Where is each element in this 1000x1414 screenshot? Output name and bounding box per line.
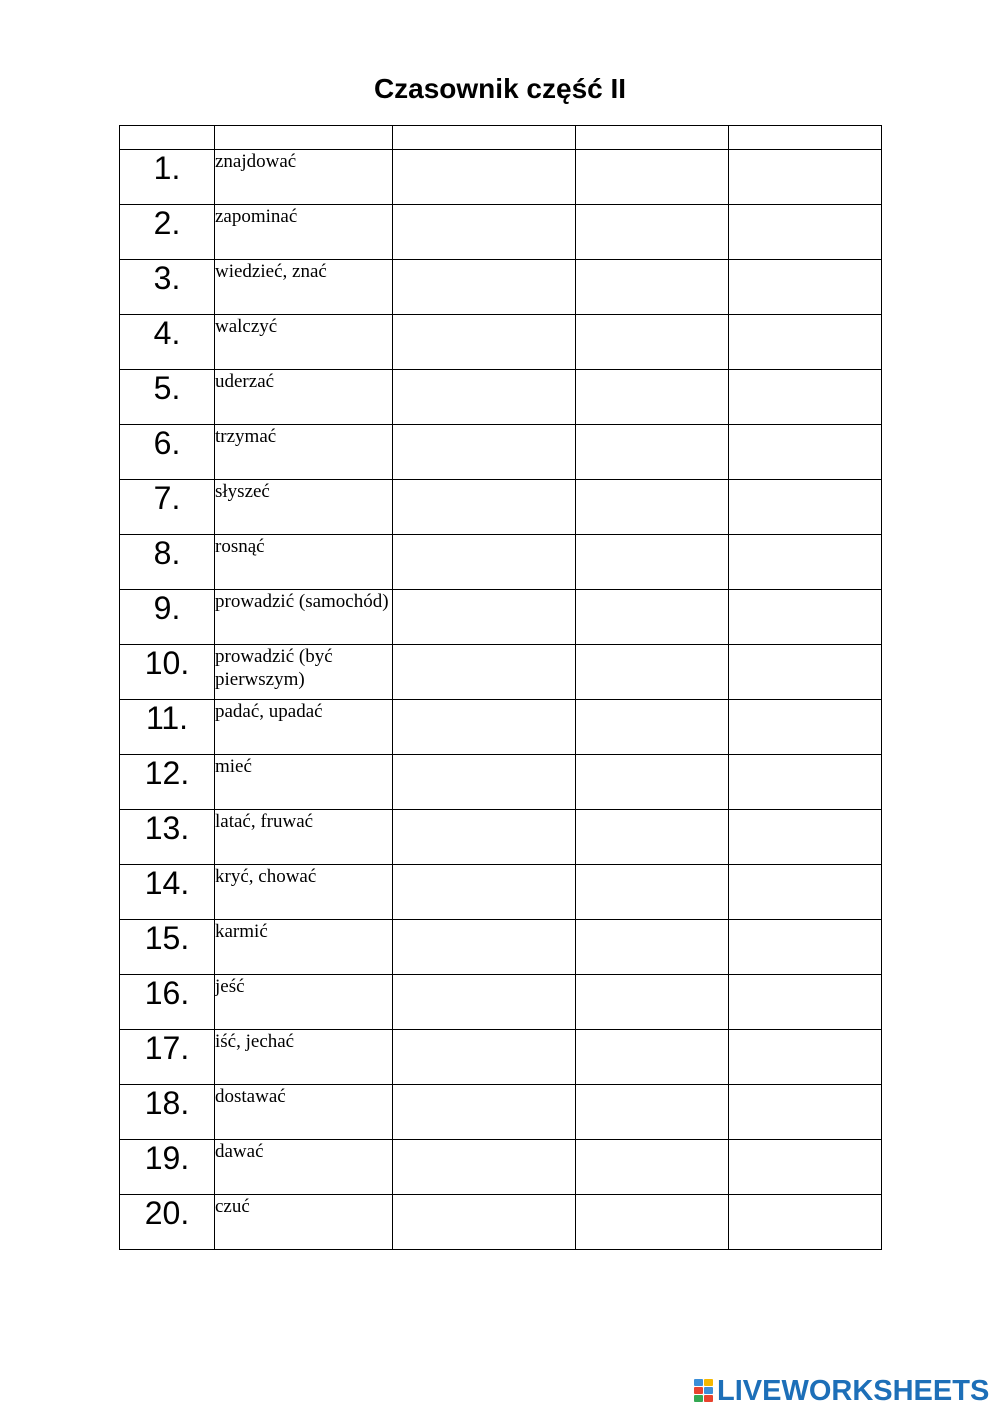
row-number: 12. (120, 755, 215, 810)
row-number: 6. (120, 425, 215, 480)
verb-table (119, 125, 882, 1250)
table-row (120, 1195, 882, 1250)
header-cell (120, 126, 215, 150)
answer-cell[interactable] (393, 755, 576, 810)
row-number: 19. (120, 1140, 215, 1195)
answer-cell[interactable] (393, 645, 576, 700)
page-title: Czasownik część II (373, 73, 627, 104)
table-row (120, 1030, 882, 1085)
answer-cell[interactable] (729, 480, 882, 535)
header-cell (393, 126, 576, 150)
verb-cell: znajdować (215, 150, 393, 205)
answer-cell[interactable] (393, 975, 576, 1030)
row-number: 3. (120, 260, 215, 315)
answer-cell[interactable] (576, 865, 729, 920)
table-header-row (120, 126, 882, 150)
verb-cell: mieć (215, 755, 393, 810)
answer-cell[interactable] (576, 425, 729, 480)
header-cell (729, 126, 882, 150)
row-number: 16. (120, 975, 215, 1030)
table-row (120, 205, 882, 260)
table-row (120, 535, 882, 590)
table-row (120, 810, 882, 865)
answer-cell[interactable] (393, 370, 576, 425)
answer-cell[interactable] (576, 1085, 729, 1140)
table-row (120, 975, 882, 1030)
verb-cell: latać, fruwać (215, 810, 393, 865)
row-number: 20. (120, 1195, 215, 1250)
answer-cell[interactable] (393, 480, 576, 535)
table-row (120, 150, 882, 205)
answer-cell[interactable] (729, 1085, 882, 1140)
answer-cell[interactable] (576, 755, 729, 810)
answer-cell[interactable] (729, 865, 882, 920)
row-number: 15. (120, 920, 215, 975)
answer-cell[interactable] (576, 645, 729, 700)
answer-cell[interactable] (576, 535, 729, 590)
answer-cell[interactable] (393, 865, 576, 920)
table-row (120, 425, 882, 480)
table-row (120, 700, 882, 755)
verb-cell: słyszeć (215, 480, 393, 535)
answer-cell[interactable] (393, 1195, 576, 1250)
answer-cell[interactable] (393, 590, 576, 645)
answer-cell[interactable] (393, 535, 576, 590)
table-row (120, 755, 882, 810)
answer-cell[interactable] (729, 920, 882, 975)
verb-cell: dawać (215, 1140, 393, 1195)
answer-cell[interactable] (576, 975, 729, 1030)
table-row (120, 590, 882, 645)
answer-cell[interactable] (393, 810, 576, 865)
answer-cell[interactable] (729, 590, 882, 645)
verb-cell: zapominać (215, 205, 393, 260)
answer-cell[interactable] (393, 205, 576, 260)
verb-cell: trzymać (215, 425, 393, 480)
row-number: 7. (120, 480, 215, 535)
answer-cell[interactable] (729, 205, 882, 260)
row-number: 5. (120, 370, 215, 425)
verb-cell: uderzać (215, 370, 393, 425)
answer-cell[interactable] (393, 1030, 576, 1085)
table-row (120, 645, 882, 700)
table-row (120, 260, 882, 315)
answer-cell[interactable] (393, 920, 576, 975)
table-row (120, 1140, 882, 1195)
verb-cell: prowadzić (być pierwszym) (215, 645, 393, 700)
row-number: 11. (120, 700, 215, 755)
row-number: 14. (120, 865, 215, 920)
answer-cell[interactable] (729, 260, 882, 315)
answer-cell[interactable] (576, 1140, 729, 1195)
answer-cell[interactable] (576, 370, 729, 425)
answer-cell[interactable] (729, 535, 882, 590)
table-row (120, 370, 882, 425)
row-number: 4. (120, 315, 215, 370)
answer-cell[interactable] (729, 645, 882, 700)
row-number: 1. (120, 150, 215, 205)
answer-cell[interactable] (729, 1195, 882, 1250)
verb-cell: padać, upadać (215, 700, 393, 755)
row-number: 9. (120, 590, 215, 645)
table-row (120, 865, 882, 920)
answer-cell[interactable] (393, 1085, 576, 1140)
row-number: 17. (120, 1030, 215, 1085)
verb-cell: dostawać (215, 1085, 393, 1140)
answer-cell[interactable] (729, 700, 882, 755)
table-row (120, 480, 882, 535)
answer-cell[interactable] (393, 425, 576, 480)
answer-cell[interactable] (576, 590, 729, 645)
header-cell (215, 126, 393, 150)
answer-cell[interactable] (729, 425, 882, 480)
answer-cell[interactable] (393, 315, 576, 370)
answer-cell[interactable] (729, 755, 882, 810)
answer-cell[interactable] (576, 205, 729, 260)
row-number: 13. (120, 810, 215, 865)
answer-cell[interactable] (576, 700, 729, 755)
answer-cell[interactable] (729, 150, 882, 205)
row-number: 8. (120, 535, 215, 590)
answer-cell[interactable] (729, 315, 882, 370)
row-number: 18. (120, 1085, 215, 1140)
answer-cell[interactable] (576, 150, 729, 205)
verb-cell: iść, jechać (215, 1030, 393, 1085)
answer-cell[interactable] (729, 1030, 882, 1085)
answer-cell[interactable] (576, 315, 729, 370)
row-number: 10. (120, 645, 215, 700)
liveworksheets-logo-icon (694, 1379, 714, 1403)
answer-cell[interactable] (393, 700, 576, 755)
row-number: 2. (120, 205, 215, 260)
answer-cell[interactable] (576, 920, 729, 975)
answer-cell[interactable] (393, 150, 576, 205)
answer-cell[interactable] (393, 1140, 576, 1195)
answer-cell[interactable] (729, 1140, 882, 1195)
verb-cell: walczyć (215, 315, 393, 370)
answer-cell[interactable] (729, 810, 882, 865)
answer-cell[interactable] (576, 480, 729, 535)
verb-cell: karmić (215, 920, 393, 975)
table-row (120, 315, 882, 370)
answer-cell[interactable] (576, 260, 729, 315)
header-cell (576, 126, 729, 150)
answer-cell[interactable] (729, 370, 882, 425)
verb-cell: jeść (215, 975, 393, 1030)
verb-cell: wiedzieć, znać (215, 260, 393, 315)
liveworksheets-logo[interactable] (694, 1374, 989, 1408)
verb-cell: czuć (215, 1195, 393, 1250)
verb-cell: prowadzić (samochód) (215, 590, 393, 645)
verb-cell: rosnąć (215, 535, 393, 590)
table-row (120, 1085, 882, 1140)
answer-cell[interactable] (576, 810, 729, 865)
logo-text: LIVEWORKSHEETS (717, 1374, 990, 1407)
answer-cell[interactable] (729, 975, 882, 1030)
table-row (120, 920, 882, 975)
answer-cell[interactable] (576, 1030, 729, 1085)
verb-cell: kryć, chować (215, 865, 393, 920)
answer-cell[interactable] (576, 1195, 729, 1250)
answer-cell[interactable] (393, 260, 576, 315)
